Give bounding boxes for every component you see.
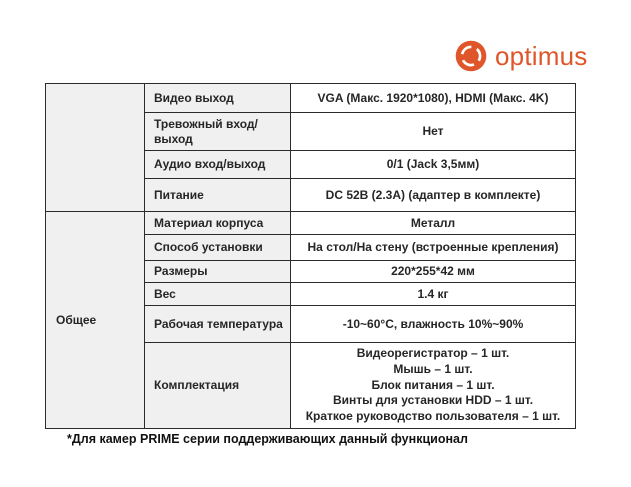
spec-value-cell: DC 52В (2.3A) (адаптер в комплекте) [291, 179, 576, 212]
spec-value-cell: 220*255*42 мм [291, 261, 576, 283]
spec-label-cell: Размеры [145, 261, 291, 283]
table-row [46, 212, 576, 235]
package-item: Блок питания – 1 шт. [371, 377, 495, 392]
spec-label-cell: Видео выход [145, 84, 291, 113]
spec-label-cell: Материал корпуса [145, 212, 291, 235]
spec-value-cell: На стол/На стену (встроенные крепления) [291, 235, 576, 261]
spec-value-cell: Нет [291, 113, 576, 151]
optimus-logo-icon [454, 39, 488, 73]
spec-label-cell: Комплектация [145, 343, 291, 429]
table-row [46, 84, 576, 113]
spec-value-cell: VGA (Макс. 1920*1080), HDMI (Макс. 4K) [291, 84, 576, 113]
brand-name: optimus [495, 41, 588, 71]
footnote: *Для камер PRIME серии поддерживающих данный функционал [67, 432, 468, 446]
group-cell-general: Общее [46, 212, 145, 429]
spec-label-cell: Питание [145, 179, 291, 212]
package-item: Мышь – 1 шт. [393, 361, 473, 376]
brand-logo [454, 39, 587, 73]
package-item: Краткое руководство пользователя – 1 шт. [305, 409, 561, 424]
spec-label-cell: Рабочая температура [145, 306, 291, 343]
spec-label-cell: Аудио вход/выход [145, 151, 291, 179]
package-item: Винты для установки HDD – 1 шт. [332, 393, 534, 408]
spec-label-cell: Вес [145, 283, 291, 306]
spec-label-cell: Способ установки [145, 235, 291, 261]
spec-label-cell: Тревожный вход/выход [145, 113, 291, 151]
spec-value-cell: 0/1 (Jack 3,5мм) [291, 151, 576, 179]
spec-value-cell [291, 343, 576, 429]
spec-value-cell: Металл [291, 212, 576, 235]
spec-value-cell: 1.4 кг [291, 283, 576, 306]
spec-value-cell: -10~60°C, влажность 10%~90% [291, 306, 576, 343]
group-cell-empty [46, 84, 145, 212]
spec-table [45, 83, 576, 429]
package-item: Видеорегистратор – 1 шт. [356, 345, 510, 360]
